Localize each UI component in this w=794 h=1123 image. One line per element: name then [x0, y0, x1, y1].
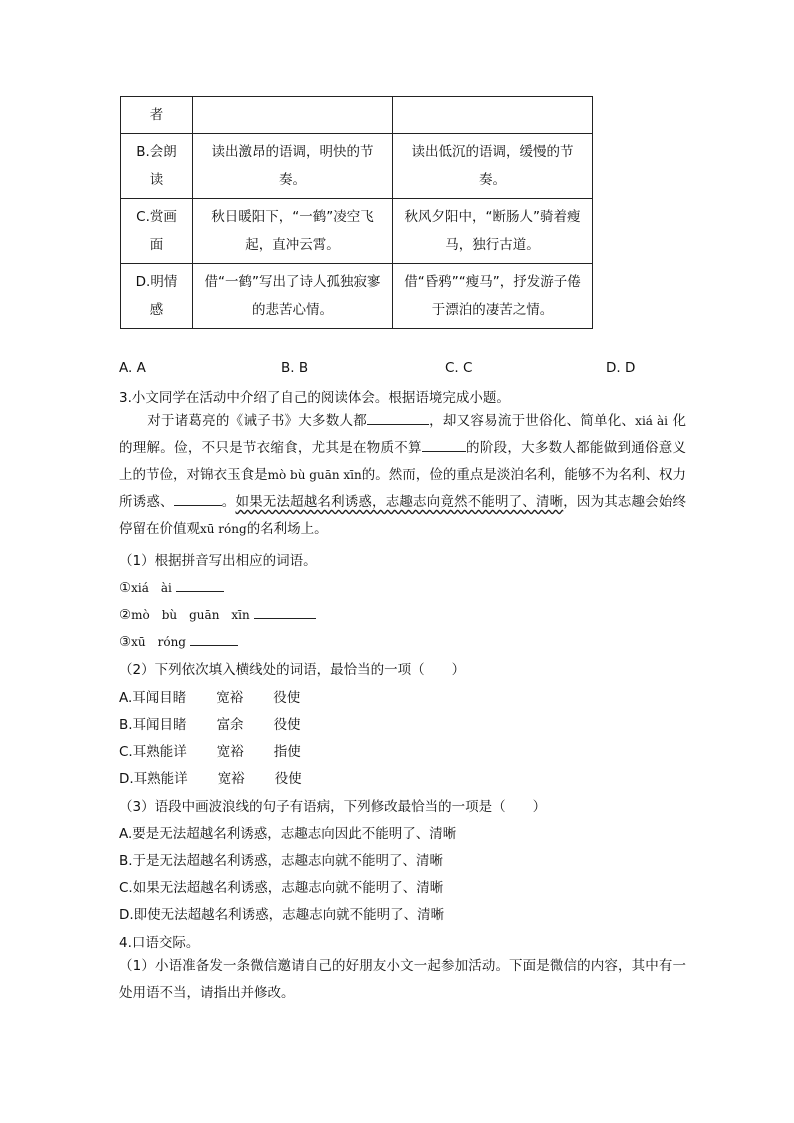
answer-blank[interactable] [190, 631, 238, 646]
table-cell: 秋风夕阳中，“断肠人”骑着瘦马，独行古道。 [393, 199, 593, 264]
choice-option[interactable]: B.于是无法超越名利诱惑，志趣志向就不能明了、清晰 [119, 853, 444, 869]
sub-question-1-title: （1）根据拼音写出相应的词语。 [119, 553, 317, 569]
choice-option[interactable]: A.要是无法超越名利诱惑，志趣志向因此不能明了、清晰 [119, 826, 457, 842]
pinyin-2: mò bù guān xīn [267, 468, 362, 482]
pinyin-item: ①xiá ài [119, 577, 684, 596]
pinyin-item: ③xū róng [119, 631, 684, 650]
sub-question-2-title: （2）下列依次填入横线处的词语，最恰当的一项（ ） [119, 662, 466, 678]
answer-blank[interactable] [254, 604, 316, 619]
answer-blank[interactable] [176, 577, 224, 592]
option-a[interactable]: A. A [119, 360, 146, 376]
table-cell: 读出低沉的语调，缓慢的节奏。 [393, 134, 593, 199]
table-cell: 借“昏鸦”“瘦马”，抒发游子倦于漂泊的凄苦之情。 [393, 264, 593, 329]
choice-option[interactable]: D.即使无法超越名利诱惑，志趣志向就不能明了、清晰 [119, 907, 445, 923]
wavy-sentence: 如果无法超越名利诱惑，志趣志向竟然不能明了、清晰 [235, 494, 564, 510]
sub-question-3-title: （3）语段中画波浪线的句子有语病，下列修改最恰当的一项是（ ） [119, 799, 547, 815]
q2-options [119, 360, 639, 378]
blank-3[interactable] [174, 491, 222, 506]
option-b[interactable]: B. B [281, 360, 309, 376]
pinyin-item: ②mò bù guān xīn [119, 604, 684, 623]
choice-option[interactable]: A.耳闻目睹 宽裕 役使 [119, 690, 301, 706]
question-4-sub-1: （1）小语准备发一条微信邀请自己的好朋友小文一起参加活动。下面是微信的内容，其中有一处用语不当，请指出并修改。 [119, 958, 686, 1001]
table-cell-label: C.赏画面 [121, 199, 193, 264]
table-cell-label: B.会朗读 [121, 134, 193, 199]
table-row [121, 264, 593, 329]
question-3-passage: 对于诸葛亮的《诫子书》大多数人都 ，却又容易流于世俗化、简单化、xiá ài 化的理解。俭，不只是节衣缩食，尤其是在物质不算 的阶段，大多数人都能做到通俗意义上的节俭，对锦衣玉食是mò bù guān xīn的。然而，俭的重点是淡泊名利，能够不为名利、权力所诱惑、 。如果无法超越名利诱惑，志趣志向竟然不能明了、清晰，因为其志趣会始终停留在价值观xū róng的名利场上。 [119, 408, 686, 543]
table-cell [193, 97, 393, 134]
table-row [121, 97, 593, 134]
table-cell-label: D.明情感 [121, 264, 193, 329]
table-row [121, 199, 593, 264]
question-3-title: 3.小文同学在活动中介绍了自己的阅读体会。根据语境完成小题。 [119, 390, 510, 406]
table-cell-label: 者 [121, 97, 193, 134]
table-cell: 读出激昂的语调，明快的节奏。 [193, 134, 393, 199]
choice-option[interactable]: D.耳熟能详 宽裕 役使 [119, 771, 302, 787]
pinyin-1: xiá ài [635, 414, 668, 428]
table-cell [393, 97, 593, 134]
choice-option[interactable]: C.如果无法超越名利诱惑，志趣志向就不能明了、清晰 [119, 880, 444, 896]
table-cell: 借“一鹤”写出了诗人孤独寂寥的悲苦心情。 [193, 264, 393, 329]
question-4-title: 4.口语交际。 [119, 935, 200, 951]
choice-option[interactable]: B.耳闻目睹 富余 役使 [119, 717, 301, 733]
table-row [121, 134, 593, 199]
blank-2[interactable] [422, 437, 466, 452]
option-c[interactable]: C. C [445, 360, 473, 376]
option-d[interactable]: D. D [606, 360, 636, 376]
choice-option[interactable]: C.耳熟能详 宽裕 指使 [119, 744, 301, 760]
table-cell: 秋日暖阳下，“一鹤”凌空飞起，直冲云霄。 [193, 199, 393, 264]
comparison-table [120, 96, 593, 329]
pinyin-3: xū róng [200, 522, 247, 536]
blank-1[interactable] [367, 410, 429, 425]
